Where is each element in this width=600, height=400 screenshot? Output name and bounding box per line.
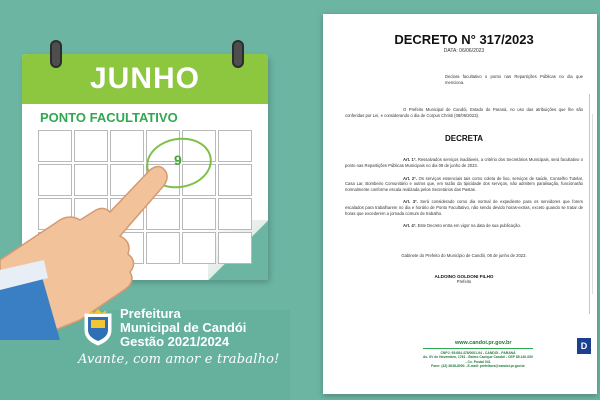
branding-line: Municipal de Candói xyxy=(120,320,247,335)
seal-badge: D xyxy=(577,338,591,354)
article-label: Art. 2º. xyxy=(403,175,417,181)
article-label: Art. 1º. xyxy=(403,157,417,163)
branding-line: Prefeitura xyxy=(120,306,181,321)
decree-title: DECRETO N° 317/2023 xyxy=(394,32,534,47)
article xyxy=(345,223,583,229)
calendar-day: 9 xyxy=(174,152,182,168)
article-text: Será considerado como dia normal de expediente para os servidores que forem escalados para trabalharem no dia e horário de Ponto Facultativo, não sendo devido horas-extras, exceto quando se tratar de horas que excederem a jornada comum de trabalho. xyxy=(345,199,583,216)
document-footer xyxy=(423,348,533,369)
article xyxy=(345,176,583,193)
calendar-subtitle: PONTO FACULTATIVO xyxy=(40,110,178,125)
calendar-ring-icon xyxy=(232,40,244,68)
decree-closing: Gabinete do Prefeito do Município de Candói, 06 de junho de 2023. xyxy=(401,252,527,258)
article-text: Ressalvados serviços inadiáveis, a critério dos Secretários Municipais, será facultativo o ponto nas Repartições Públicas Municipais no dia 09 de junho de 2023. xyxy=(345,157,583,168)
article-label: Art. 4º. xyxy=(403,223,417,229)
vertical-authentication-mark xyxy=(585,94,595,314)
calendar-cell xyxy=(218,164,252,196)
website-link[interactable]: www.candoi.pr.gov.br xyxy=(455,340,512,346)
article xyxy=(345,157,583,168)
footer-line: Fone: (42) 3638-8000 - E-mail: prefeitura@candoi.pr.gov.br xyxy=(431,364,525,369)
calendar-ring-icon xyxy=(50,40,62,68)
branding-line: Gestão 2021/2024 xyxy=(120,334,230,349)
prefeitura-branding xyxy=(120,307,246,349)
calendar-cell xyxy=(218,130,252,162)
article-text: Os serviços essenciais tais como coleta de lixo, serviços de saúde, Conselho Tutelar, Casa Lar, Bombeiro Comunitário e outros que, em razão da tipicidade dos serviços, não admitem paralisação, funcionarão normalmente conforme escala realizada pelos Secretários das Pastas. xyxy=(345,175,583,192)
slogan: Avante, com amor e trabalho! xyxy=(78,352,280,367)
signer-role: Prefeito xyxy=(456,279,472,285)
footer-line: CNPJ: 95.684.478/0001-94 - CANDÓI - PARANÁ xyxy=(440,351,516,355)
decree-summary: Declara facultativo o ponto nas Repartições Públicas no dia que menciona. xyxy=(445,74,583,85)
footer-line: Av. XV de Novembro, 1761 - Bairro Cacique Candói - CEP 85.140-000 - Cx. Postal 041 xyxy=(423,355,533,364)
calendar-cell xyxy=(218,198,252,230)
calendar-cell xyxy=(218,232,252,264)
decree-preamble: O Prefeito Municipal de Candói, Estado do Paraná, no uso das atribuições que lhe são conferidas por Lei, e considerando o dia de Corpus Christi (08/06/2023). xyxy=(345,107,583,118)
article-text: Este Decreto entra em vigor na data de sua publicação. xyxy=(417,223,521,229)
article xyxy=(345,199,583,216)
calendar-month: JUNHO xyxy=(89,62,200,95)
municipal-crest-icon xyxy=(82,308,114,346)
signer-name: ALDOINO GOLDONI FILHO xyxy=(434,274,494,280)
article-label: Art. 3º. xyxy=(403,199,418,205)
decree-document xyxy=(323,14,597,394)
decree-heading: DECRETA xyxy=(444,134,484,144)
calendar-cell xyxy=(182,198,216,230)
calendar-cell xyxy=(182,232,216,264)
decree-date: DATA: 06/06/2023 xyxy=(443,48,485,54)
